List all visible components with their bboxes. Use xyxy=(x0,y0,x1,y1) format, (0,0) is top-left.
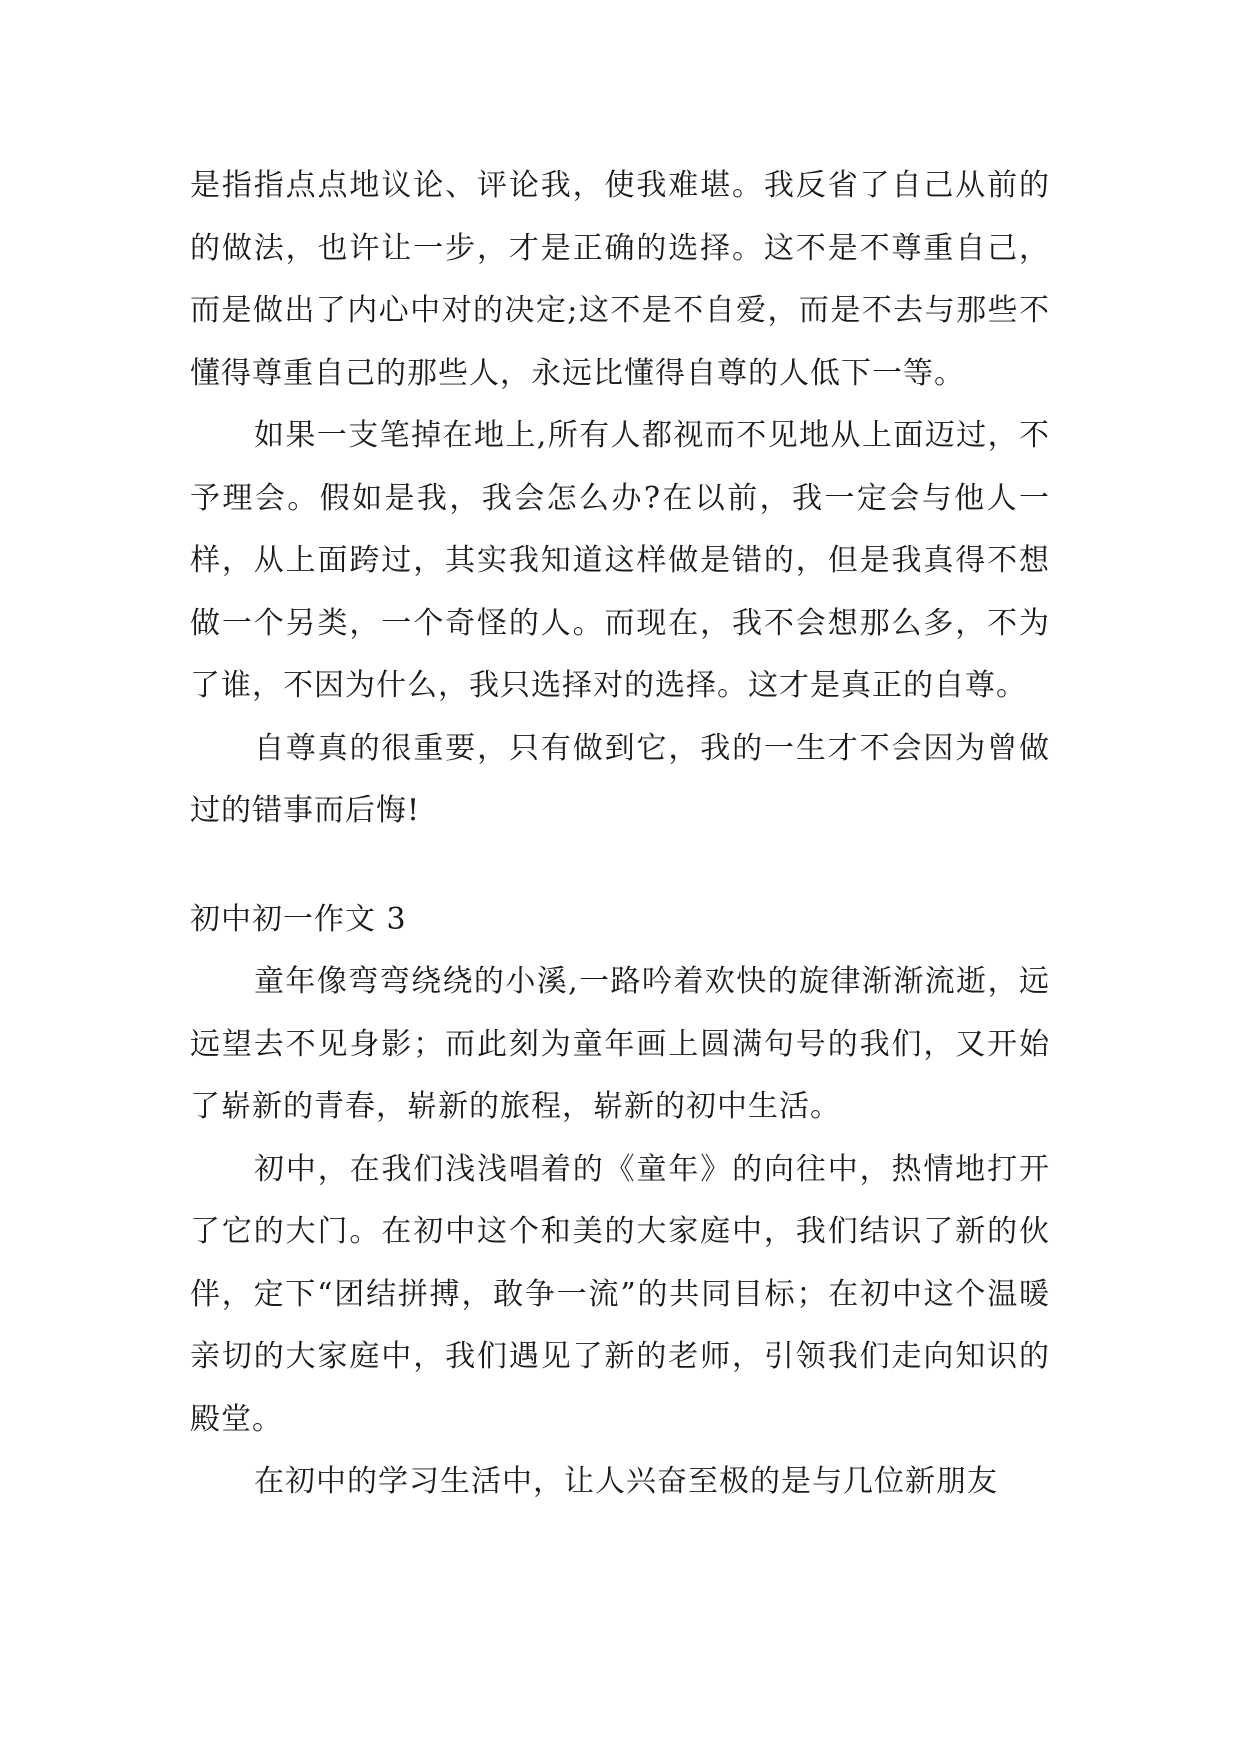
paragraph-childhood: 童年像弯弯绕绕的小溪,一路吟着欢快的旋律渐渐流逝，远远望去不见身影；而此刻为童年画上圆满句号的我们，又开始了崭新的青春，崭新的旅程，崭新的初中生活。 xyxy=(190,964,1050,1124)
paragraph-middle-school: 初中，在我们浅浅唱着的《童年》的向往中，热情地打开了它的大门。在初中这个和美的大家庭中，我们结识了新的伙伴，定下“团结拼搏，敢争一流”的共同目标；在初中这个温暖亲切的大家庭中，我们遇见了新的老师，引领我们走向知识的殿堂。 xyxy=(190,1151,1050,1437)
document-page xyxy=(190,155,1050,1514)
paragraph-pen-on-floor: 如果一支笔掉在地上,所有人都视而不见地从上面迈过，不予理会。假如是我，我会怎么办?在以前，我一定会与他人一样，从上面跨过，其实我知道这样做是错的，但是我真得不想做一个另类，一个奇怪的人。而现在，我不会想那么多，不为了谁，不因为什么，我只选择对的选择。这才是真正的自尊。 xyxy=(190,418,1050,703)
paragraph-study-life: 在初中的学习生活中，让人兴奋至极的是与几位新朋友 xyxy=(254,1464,998,1499)
section-title: 初中初一作文 3 xyxy=(190,901,407,937)
paragraph-self-respect-conclusion: 自尊真的很重要，只有做到它，我的一生才不会因为曾做过的错事而后悔! xyxy=(190,730,1050,828)
paragraph-continuation: 是指指点点地议论、评论我，使我难堪。我反省了自己从前的的做法，也许让一步，才是正确的选择。这不是不尊重自己，而是做出了内心中对的决定;这不是不自爱，而是不去与那些不懂得尊重自己的那些人，永远比懂得自尊的人低下一等。 xyxy=(190,168,1050,391)
